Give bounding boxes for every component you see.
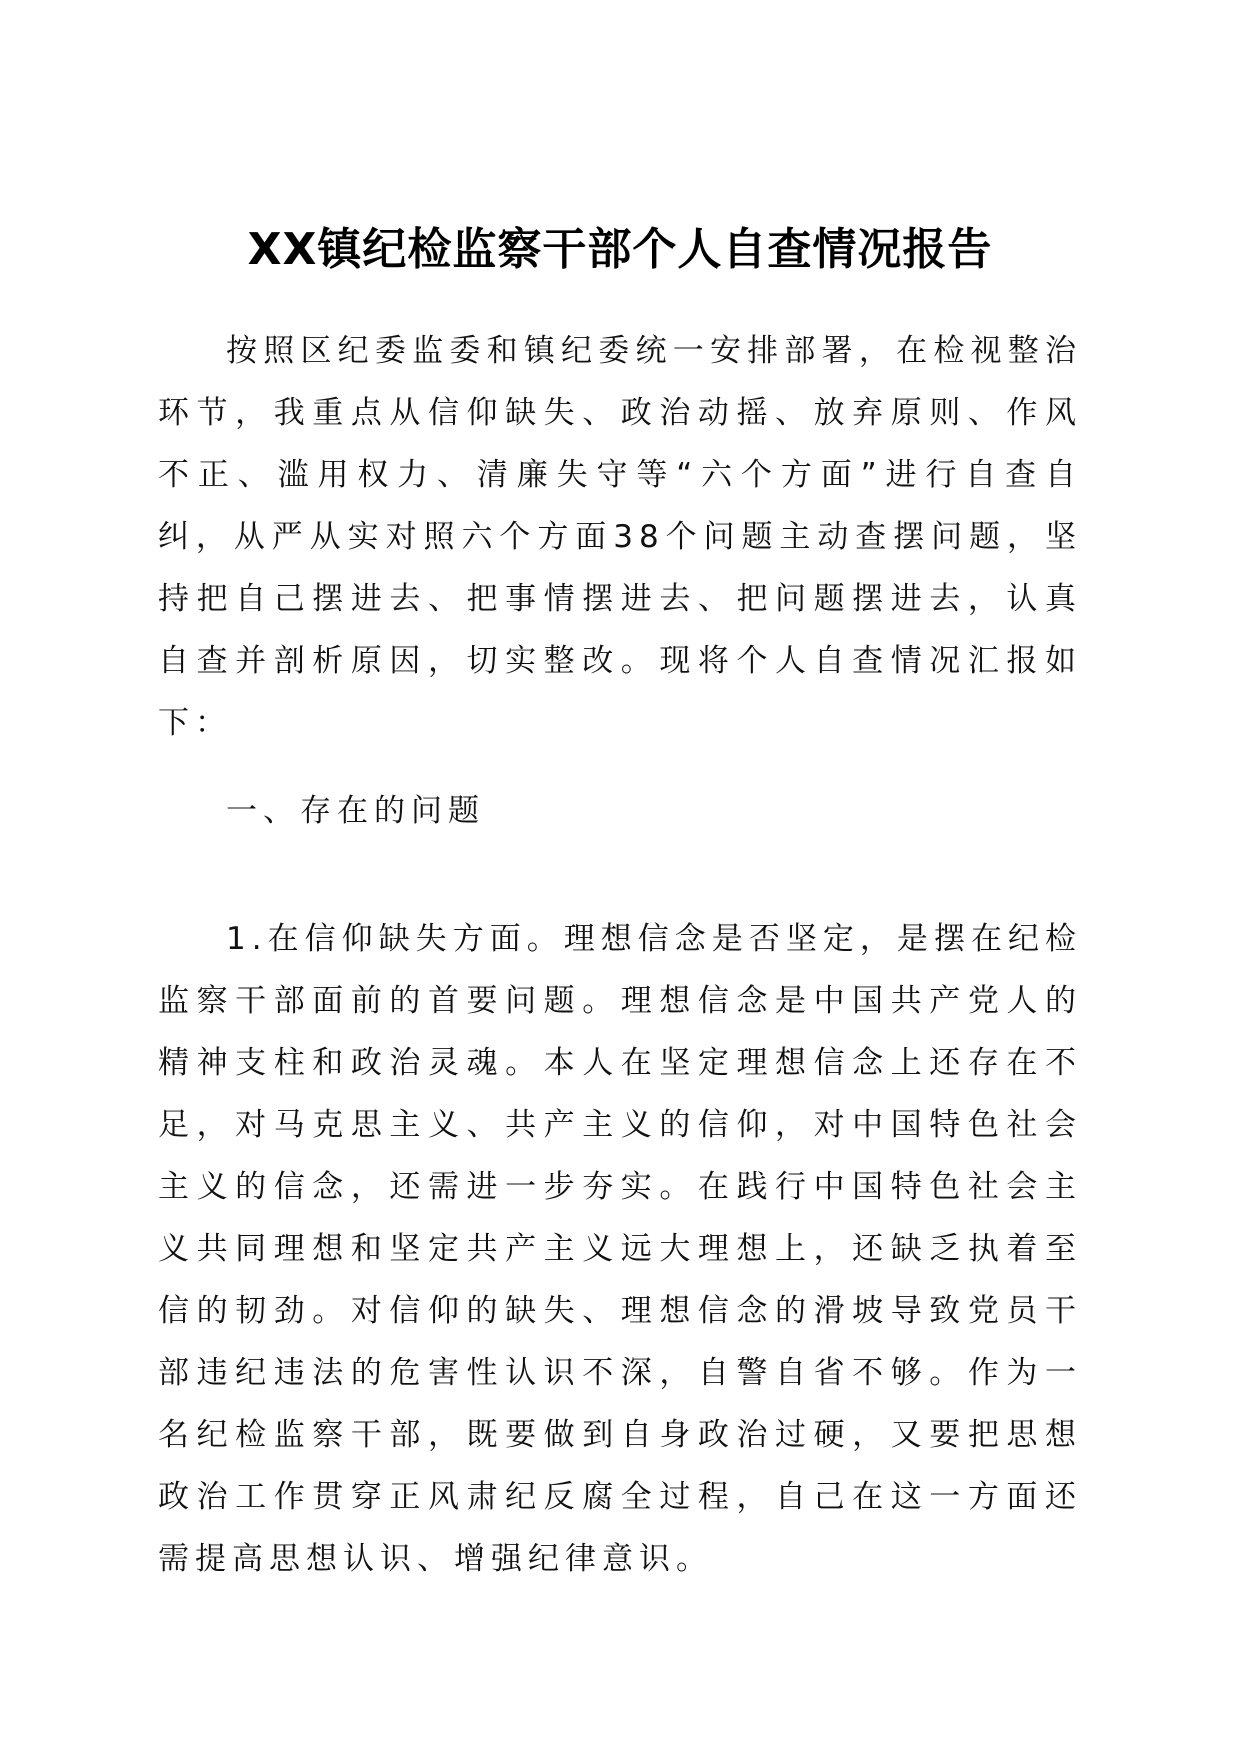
section-heading: 一、存在的问题	[226, 793, 485, 829]
item-1-paragraph: 1.在信仰缺失方面。理想信念是否坚定，是摆在纪检监察干部面前的首要问题。理想信念是中国共产党人的精神支柱和政治灵魂。本人在坚定理想信念上还存在不足，对马克思主义、共产主义的信仰，对中国特色社会主义的信念，还需进一步夯实。在践行中国特色社会主义共同理想和坚定共产主义远大理想上，还缺乏执着至信的韧劲。对信仰的缺失、理想信念的滑坡导致党员干部违纪违法的危害性认识不深，自警自省不够。作为一名纪检监察干部，既要做到自身政治过硬，又要把思想政治工作贯穿正风肃纪反腐全过程，自己在这一方面还需提高思想认识、增强纪律意识。	[158, 921, 1082, 1577]
document-title: XX镇纪检监察干部个人自查情况报告	[247, 224, 993, 275]
intro-paragraph: 按照区纪委监委和镇纪委统一安排部署，在检视整治环节，我重点从信仰缺失、政治动摇、放弃原则、作风不正、滥用权力、清廉失守等“六个方面”进行自查自纠，从严从实对照六个方面38个问题主动查摆问题，坚持把自己摆进去、把事情摆进去、把问题摆进去，认真自查并剖析原因，切实整改。现将个人自查情况汇报如下：	[158, 333, 1082, 741]
